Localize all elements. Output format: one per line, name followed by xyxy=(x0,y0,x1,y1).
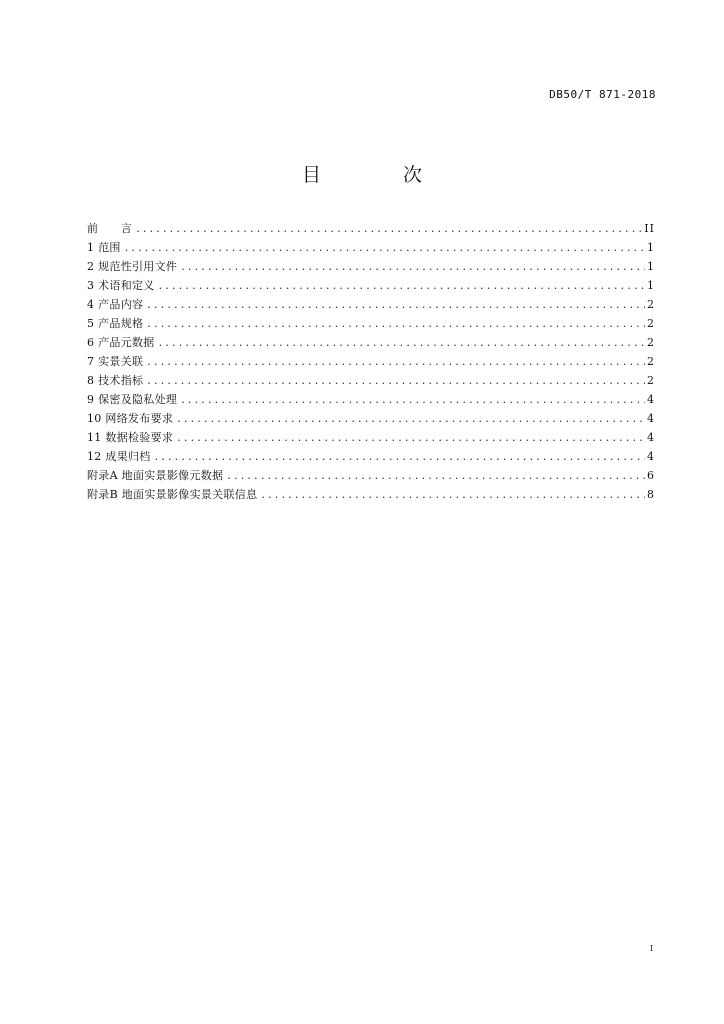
toc-entry-page: 1 xyxy=(647,241,655,254)
toc-entry-label: 7 实景关联 xyxy=(87,355,144,368)
toc-entry-page: 1 xyxy=(647,279,655,292)
toc-entry-label: 11 数据检验要求 xyxy=(87,431,174,444)
toc-entry[interactable] xyxy=(87,447,655,466)
toc-entry-page: 2 xyxy=(647,298,655,311)
toc-entry-label: 前 言 xyxy=(87,222,133,235)
document-code: DB50/T 871-2018 xyxy=(549,88,656,101)
toc-entry-page: 4 xyxy=(647,431,655,444)
toc-entry[interactable] xyxy=(87,314,655,333)
toc-entry-label: 3 术语和定义 xyxy=(87,279,155,292)
toc-leader-dots xyxy=(159,333,645,352)
toc-entry[interactable] xyxy=(87,333,655,352)
toc-entry-page: 2 xyxy=(647,374,655,387)
toc-entry-page: II xyxy=(644,222,655,235)
toc-leader-dots xyxy=(159,276,645,295)
toc-entry-page: 4 xyxy=(647,450,655,463)
toc-leader-dots xyxy=(155,447,645,466)
toc-leader-dots xyxy=(177,409,645,428)
toc-entry-label: 5 产品规格 xyxy=(87,317,144,330)
toc-entry[interactable] xyxy=(87,276,655,295)
toc-leader-dots xyxy=(261,485,645,504)
toc-entry[interactable] xyxy=(87,295,655,314)
toc-entry[interactable] xyxy=(87,371,655,390)
toc-entry-page: 8 xyxy=(647,488,655,501)
toc-leader-dots xyxy=(181,390,645,409)
toc-entry-label: 附录B 地面实景影像实景关联信息 xyxy=(87,488,258,501)
toc-entry-page: 2 xyxy=(647,317,655,330)
toc-entry-page: 6 xyxy=(647,469,655,482)
toc-entry[interactable] xyxy=(87,466,655,485)
toc-entry-label: 6 产品元数据 xyxy=(87,336,155,349)
toc-entry-label: 附录A 地面实景影像元数据 xyxy=(87,469,224,482)
toc-entry-page: 4 xyxy=(647,393,655,406)
toc-leader-dots xyxy=(136,219,642,238)
toc-leader-dots xyxy=(181,257,645,276)
toc-leader-dots xyxy=(147,371,645,390)
page-title: 目 次 xyxy=(301,164,461,186)
toc-entry-label: 2 规范性引用文件 xyxy=(87,260,178,273)
toc-entry-label: 8 技术指标 xyxy=(87,374,144,387)
toc-leader-dots xyxy=(147,352,645,371)
toc-leader-dots xyxy=(227,466,645,485)
toc-entry[interactable] xyxy=(87,219,655,238)
toc-entry[interactable] xyxy=(87,485,655,504)
toc-entry-label: 12 成果归档 xyxy=(87,450,151,463)
toc-leader-dots xyxy=(125,238,645,257)
table-of-contents xyxy=(87,219,655,504)
toc-entry[interactable] xyxy=(87,257,655,276)
toc-entry-page: 4 xyxy=(647,412,655,425)
toc-entry[interactable] xyxy=(87,390,655,409)
toc-entry-label: 10 网络发布要求 xyxy=(87,412,174,425)
toc-entry-page: 1 xyxy=(647,260,655,273)
toc-entry-page: 2 xyxy=(647,355,655,368)
page-number: I xyxy=(649,944,653,953)
toc-entry[interactable] xyxy=(87,238,655,257)
toc-leader-dots xyxy=(147,295,645,314)
toc-entry-label: 4 产品内容 xyxy=(87,298,144,311)
toc-entry-label: 1 范围 xyxy=(87,241,121,254)
toc-entry[interactable] xyxy=(87,428,655,447)
toc-entry-label: 9 保密及隐私处理 xyxy=(87,393,178,406)
toc-entry-page: 2 xyxy=(647,336,655,349)
toc-entry[interactable] xyxy=(87,409,655,428)
toc-leader-dots xyxy=(177,428,645,447)
toc-leader-dots xyxy=(147,314,645,333)
toc-entry[interactable] xyxy=(87,352,655,371)
